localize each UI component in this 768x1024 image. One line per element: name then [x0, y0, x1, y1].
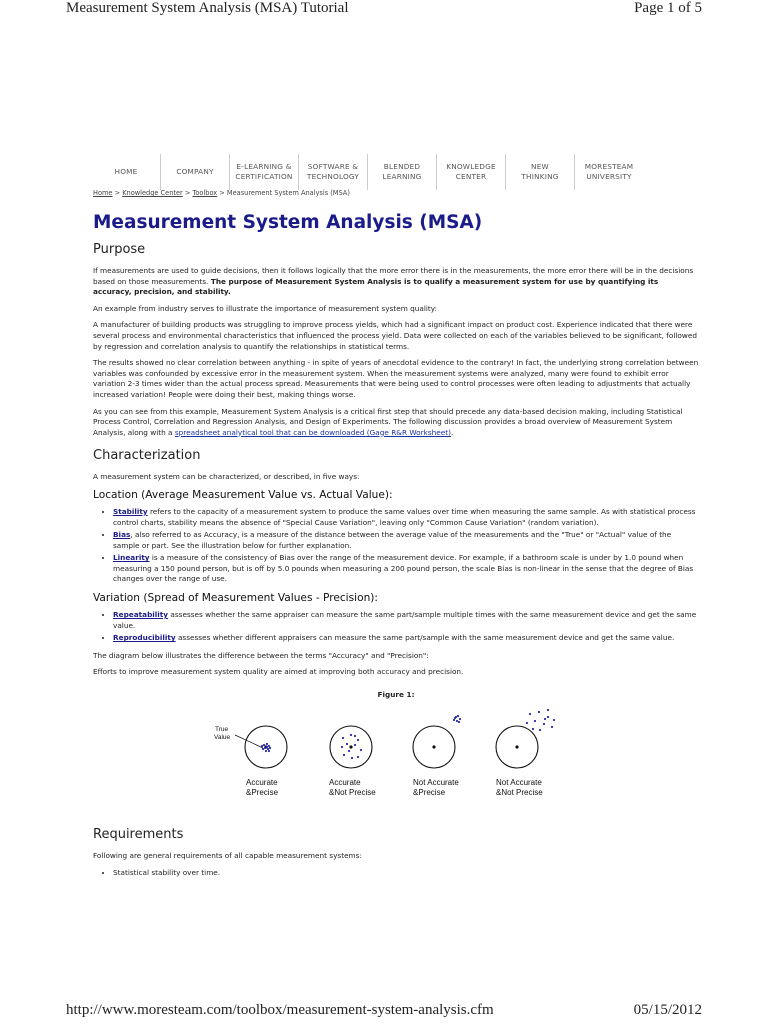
shot-dot: [354, 735, 356, 737]
purpose-paragraph-3: A manufacturer of building products was struggling to improve process yields, which had a significant impact on product cost. Experience indicated that there were several process and environmental characteristics that influenced the process yield. Data were collected on each of the variables believed to be significant, followed by regression and correlation analysis to quantify the relationships in statistical terms.: [93, 320, 697, 351]
stability-term[interactable]: Stability: [113, 506, 148, 516]
figure-label-1a: Accurate: [246, 778, 278, 788]
target-3-shots: [453, 715, 461, 723]
breadcrumb-sep: >: [112, 189, 123, 197]
breadcrumb-sep: >: [217, 189, 227, 197]
efforts-text: Efforts to improve measurement system quality are aimed at improving both accuracy and precision.: [93, 667, 464, 677]
targets-diagram: [93, 705, 699, 813]
purpose-paragraph-1: [93, 266, 699, 298]
accuracy-precision-figure: [93, 705, 699, 813]
shot-dot: [459, 718, 461, 720]
purpose-p1-text: If measurements are used to guide decisions, then it follows logically that the more error there is in the measurements, the more error there will be in the decisions based on those measurements.: [93, 266, 694, 286]
list-item: [113, 507, 699, 528]
shot-dot: [343, 754, 345, 756]
shot-dot: [458, 721, 460, 723]
breadcrumb-sep: >: [182, 189, 193, 197]
shot-dot: [532, 728, 534, 730]
requirements-intro: Following are general requirements of all capable measurement systems:: [93, 851, 362, 861]
shot-dot: [351, 757, 353, 759]
breadcrumb-current: Measurement System Analysis (MSA): [226, 189, 350, 197]
nav-item-company[interactable]: COMPANY: [160, 154, 229, 190]
figure-label-3b: &Precise: [413, 788, 446, 798]
location-heading: Location (Average Measurement Value vs. Actual Value):: [93, 488, 393, 501]
shot-dot: [553, 719, 555, 721]
bias-term[interactable]: Bias: [113, 530, 131, 540]
breadcrumb-toolbox[interactable]: Toolbox: [192, 189, 218, 197]
figure-label-2a: Accurate: [329, 778, 361, 788]
shot-dot: [547, 709, 549, 711]
shot-dot: [357, 756, 359, 758]
shot-dot: [543, 723, 545, 725]
list-item: [113, 610, 699, 631]
target-4-center: [515, 745, 518, 748]
purpose-paragraph-2: An example from industry serves to illustrate the importance of measurement system quality:: [93, 303, 438, 313]
list-item: [113, 633, 699, 644]
reproducibility-term[interactable]: Reproducibility: [113, 633, 176, 643]
target-3-center: [432, 745, 435, 748]
location-list: [93, 507, 699, 585]
figure-label-4a: Not Accurate: [496, 778, 542, 788]
diagram-intro: The diagram below illustrates the difference between the terms "Accuracy" and "Precision":: [93, 650, 429, 660]
shot-dot: [346, 743, 348, 745]
linearity-term[interactable]: Linearity: [113, 553, 150, 563]
characterization-heading: Characterization: [93, 448, 201, 464]
nav-item-knowledge[interactable]: KNOWLEDGE CENTER: [436, 154, 505, 190]
shot-dot: [341, 746, 343, 748]
breadcrumb: [93, 189, 350, 197]
variation-list: [93, 610, 699, 644]
nav-item-university[interactable]: MORESTEAM UNIVERSITY: [574, 154, 643, 190]
gage-rr-worksheet-link[interactable]: spreadsheet analytical tool that can be downloaded (Gage R&R Worksheet): [174, 427, 451, 437]
purpose-p5-end: .: [450, 427, 454, 437]
shot-dot: [456, 720, 458, 722]
repeatability-text: assesses whether the same appraiser can measure the same part/sample multiple times with the same measurement device and get the same value.: [113, 610, 697, 630]
footer-date: 05/15/2012: [633, 1002, 702, 1018]
shot-dot: [265, 750, 267, 752]
nav-item-software[interactable]: SOFTWARE & TECHNOLOGY: [298, 154, 367, 190]
shot-dot: [526, 722, 528, 724]
purpose-paragraph-4: The results showed no clear correlation between anything - in spite of years of anecdotal evidence to the contrary! In fact, the underlying strong correlation between variables was confounded by excessive error in the measurement system. When the measurement systems were analyzed, many were found to exhibit error variation 2-3 times wider than the actual process spread. Measurements that were being used to control processes were often leading to adjustments that actually increased variation! People were doing their best, making things worse.: [93, 358, 699, 399]
figure-label-2b: &Not Precise: [329, 788, 376, 798]
shot-dot: [455, 716, 457, 718]
shot-dot: [269, 747, 271, 749]
variation-heading: Variation (Spread of Measurement Values - Precision):: [93, 592, 378, 605]
shot-dot: [350, 734, 352, 736]
true-value-label-2: Value: [214, 734, 231, 742]
shot-dot: [551, 726, 553, 728]
shot-dot: [268, 750, 270, 752]
shot-dot: [539, 729, 541, 731]
page-number: Page 1 of 5: [634, 0, 702, 16]
shot-dot: [262, 748, 264, 750]
print-title: Measurement System Analysis (MSA) Tutorial: [66, 0, 349, 16]
shot-dot: [261, 745, 263, 747]
shot-dot: [354, 744, 356, 746]
shot-dot: [268, 745, 270, 747]
purpose-heading: Purpose: [93, 242, 146, 257]
figure-label-1b: &Precise: [246, 788, 279, 798]
requirements-list: [93, 868, 699, 879]
shot-dot: [266, 743, 268, 745]
purpose-p1-bold: The purpose of Measurement System Analysis is to qualify a measurement system for use by quantifying its accuracy, precision, and stability.: [93, 276, 659, 297]
article: [93, 212, 699, 885]
shot-dot: [538, 711, 540, 713]
requirements-heading: Requirements: [93, 827, 184, 843]
shot-dot: [357, 739, 359, 741]
main-nav: [92, 154, 700, 190]
characterization-intro: A measurement system can be characterized, or described, in five ways:: [93, 472, 360, 482]
shot-dot: [544, 718, 546, 720]
nav-item-elearning[interactable]: E-LEARNING & CERTIFICATION: [229, 154, 298, 190]
reproducibility-text: assesses whether different appraisers can measure the same part/sample with the same measurement device and get the same value.: [175, 633, 675, 643]
shot-dot: [360, 749, 362, 751]
shot-dot: [267, 748, 269, 750]
target-2-center: [349, 745, 352, 748]
shot-dot: [348, 750, 350, 752]
shot-dot: [264, 747, 266, 749]
true-value-pointer: [235, 735, 263, 748]
purpose-p5-text: As you can see from this example, Measurement System Analysis is a critical first step that should precede any data-based decision making, including Statistical Process Control, Correlation and Regression Analysis, and Design of Experiments. The following discussion provides a broad overview of Measurement System Analysis, along with a: [93, 406, 683, 437]
figure-caption: Figure 1:: [377, 690, 415, 700]
true-value-label-1: True: [215, 726, 229, 734]
list-item: • Statistical stability over time.: [113, 868, 699, 879]
figure-label-4b: &Not Precise: [496, 788, 543, 798]
nav-item-home[interactable]: HOME: [114, 167, 138, 176]
shot-dot: [263, 744, 265, 746]
breadcrumb-home[interactable]: Home: [93, 189, 113, 197]
purpose-paragraph-5: [93, 407, 699, 439]
repeatability-term[interactable]: Repeatability: [113, 610, 169, 620]
stability-text: refers to the capacity of a measurement system to produce the same values over time when measuring the same sample. As with statistical process control charts, stability means the absence of "Special Cause Variation", leaving only "Common Cause Variation" (random variation).: [113, 506, 696, 527]
print-footer: [0, 1002, 768, 1024]
shot-dot: [453, 719, 455, 721]
print-header: [0, 0, 768, 22]
nav-item-new-thinking[interactable]: NEW THINKING: [505, 154, 574, 190]
nav-item-blended[interactable]: BLENDED LEARNING: [367, 154, 436, 190]
shot-dot: [547, 716, 549, 718]
list-item: [113, 553, 699, 585]
footer-url: http://www.moresteam.com/toolbox/measurement-system-analysis.cfm: [66, 1002, 494, 1018]
shot-dot: [457, 715, 459, 717]
figure-label-3a: Not Accurate: [413, 778, 459, 788]
target-4-shots: [526, 709, 555, 731]
list-item: [113, 530, 699, 551]
linearity-text: is a measure of the consistency of Bias over the range of the measurement device. For example, if a bathroom scale is under by 1.0 pound when measuring a 150 pound person, but is off by 5.0 pounds when measuring a 200 pound person, the scale Bias is non-linear in the sense that the degree of Bias changes over the range of use.: [113, 553, 694, 584]
shot-dot: [266, 746, 268, 748]
bias-text: , also referred to as Accuracy, is a measure of the distance between the average value of the measurements and the "True" or "Actual" value of the sample or part. See the illustration below for further explanation.: [113, 530, 672, 550]
breadcrumb-knowledge-center[interactable]: Knowledge Center: [122, 189, 183, 197]
shot-dot: [529, 713, 531, 715]
page-title: Measurement System Analysis (MSA): [93, 212, 483, 233]
shot-dot: [342, 737, 344, 739]
shot-dot: [534, 720, 536, 722]
